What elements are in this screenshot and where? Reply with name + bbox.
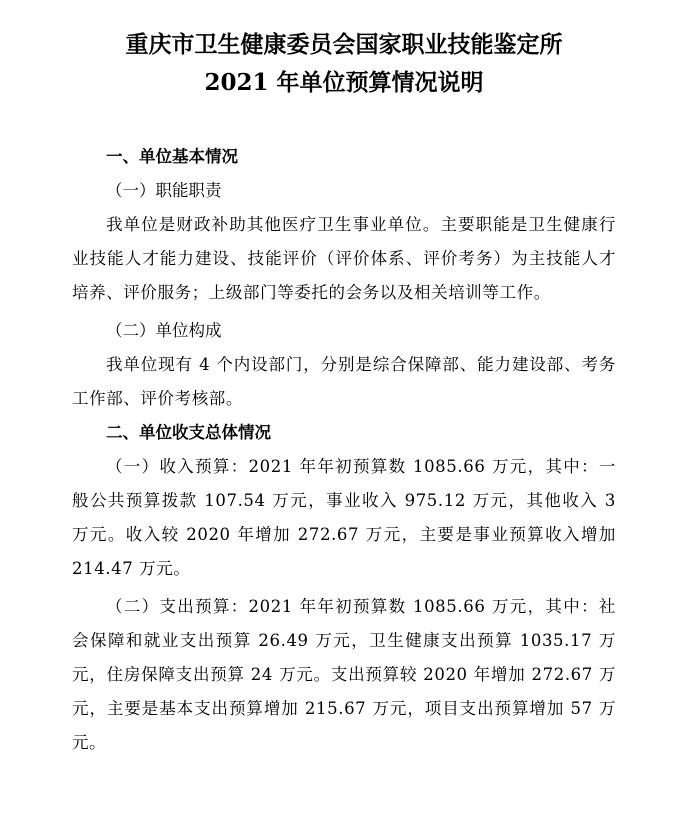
title-line-1: 重庆市卫生健康委员会国家职业技能鉴定所 <box>125 31 563 58</box>
paragraph-income-budget: （一）收入预算：2021 年年初预算数 1085.66 万元，其中：一般公共预算拨款 107.54 万元，事业收入 975.12 万元，其他收入 3 万元。收入较 2020 年增加 272.67 万元，主要是事业预算收入增加 214.47 万元。 <box>72 457 616 578</box>
paragraph-expenditure-budget: （二）支出预算：2021 年年初预算数 1085.66 万元，其中：社会保障和就业支出预算 26.49 万元，卫生健康支出预算 1035.17 万元，住房保障支出预算 24 万元。支出预算较 2020 年增加 272.67 万元，主要是基本支出预算增加 215.67 万元，项目支出预算增加 57 万元。 <box>72 597 616 752</box>
paragraph-duties: 我单位是财政补助其他医疗卫生事业单位。主要职能是卫生健康行业技能人才能力建设、技能评价（评价体系、评价考务）为主技能人才培养、评价服务；上级部门等委托的会务以及相关培训等工作。 <box>72 215 616 302</box>
section-heading-1: 一、单位基本情况 <box>106 147 238 166</box>
paragraph-structure: 我单位现有 4 个内设部门，分别是综合保障部、能力建设部、考务工作部、评价考核部。 <box>72 355 616 408</box>
document-body <box>72 140 616 760</box>
section-heading-2: 二、单位收支总体情况 <box>106 423 271 442</box>
document-title <box>72 0 616 102</box>
subsection-heading-duties: （一）职能职责 <box>106 181 222 200</box>
subsection-heading-structure: （二）单位构成 <box>106 321 222 340</box>
title-line-2: 2021 年单位预算情况说明 <box>204 69 484 96</box>
